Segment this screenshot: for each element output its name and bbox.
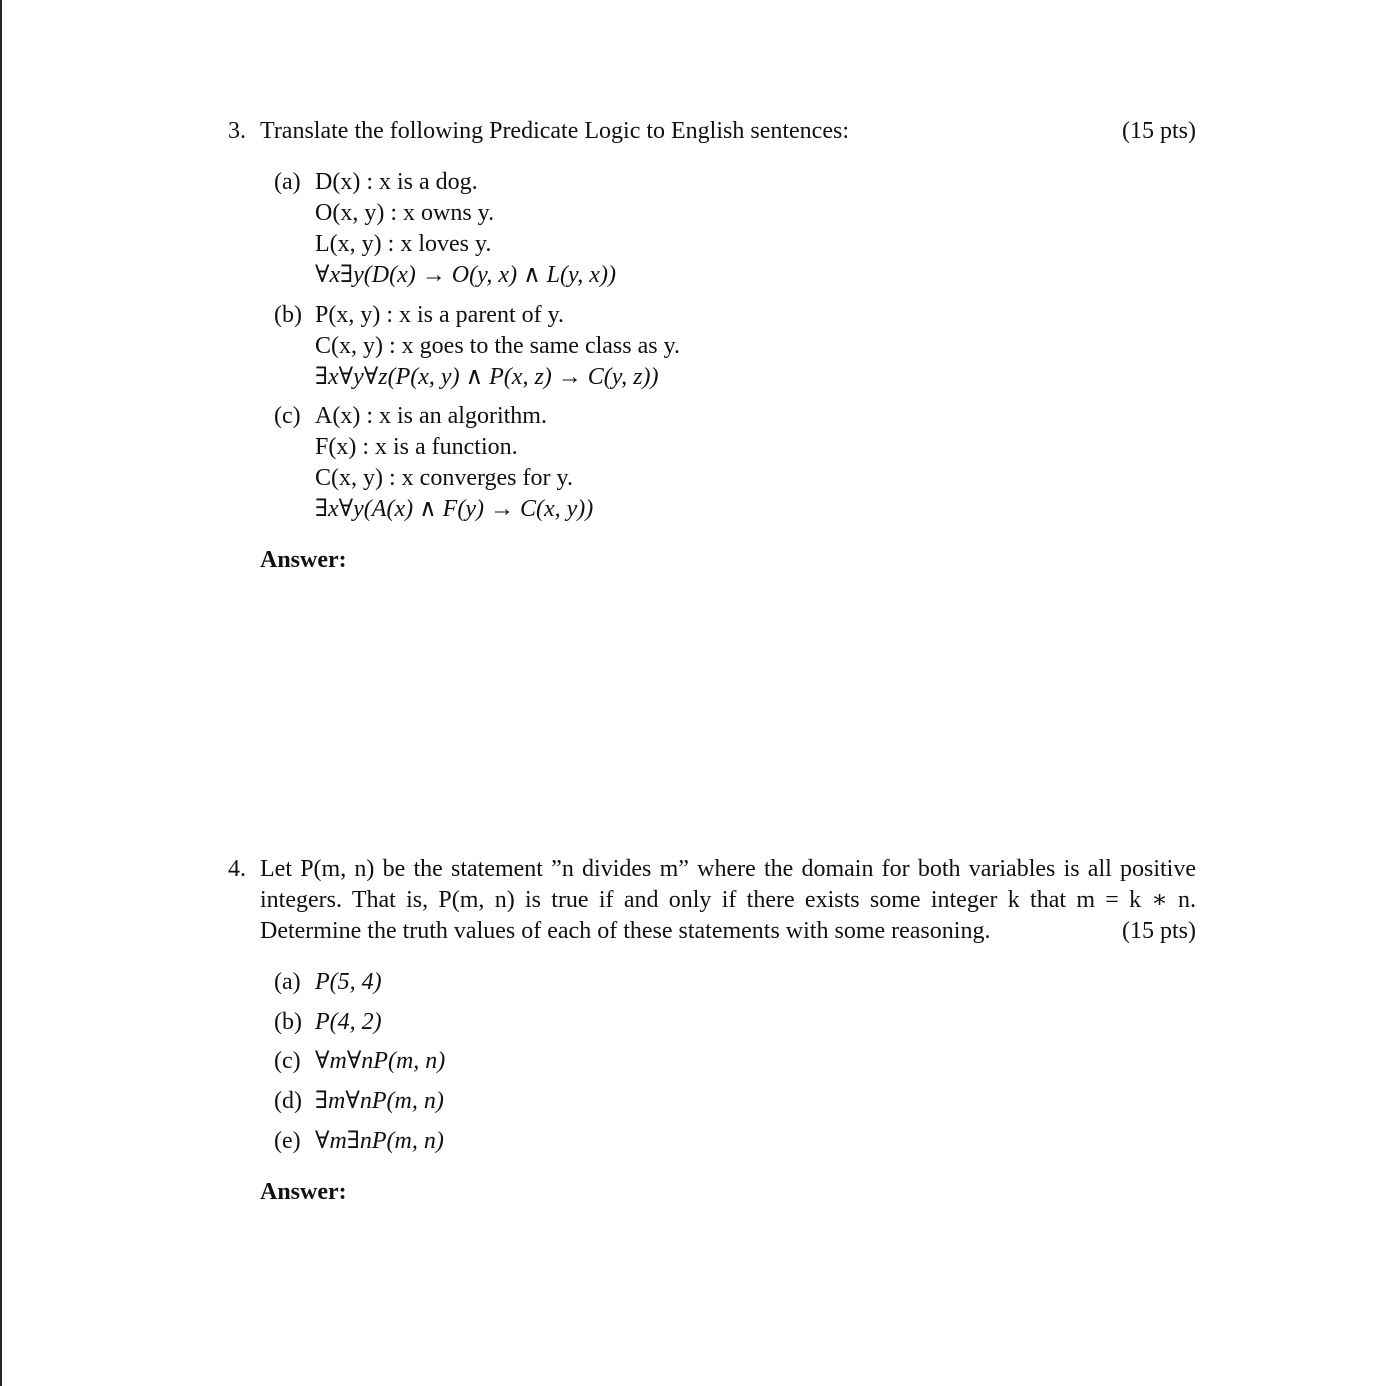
- q3-part-b-line-2: C(x, y) : x goes to the same class as y.: [315, 333, 681, 359]
- q4-prompt-line-1: Let P(m, n) be the statement ”n divides m” where the domain for both variables is all positive: [260, 856, 1196, 882]
- q4-prompt-line-2: integers. That is, P(m, n) is true if and only if there exists some integer k that m = k ∗ n.: [260, 887, 1196, 913]
- q3-part-c-formula: ∃x∀y(A(x) ∧ F(y) → C(x, y)): [315, 496, 594, 522]
- q3-part-b-label: (b): [274, 302, 302, 328]
- q3-part-a-line-1: D(x) : x is a dog.: [315, 169, 478, 195]
- q3-part-c-label: (c): [274, 403, 301, 429]
- q4-part-c-text: ∀m∀nP(m, n): [315, 1048, 446, 1074]
- q3-part-c-line-3: C(x, y) : x converges for y.: [315, 465, 573, 491]
- q4-part-d-label: (d): [274, 1088, 302, 1114]
- q4-points: (15 pts): [1122, 918, 1196, 944]
- q4-part-c-label: (c): [274, 1048, 301, 1074]
- q3-points: (15 pts): [1122, 118, 1196, 144]
- q3-part-a-label: (a): [274, 169, 301, 195]
- q3-part-a-line-2: O(x, y) : x owns y.: [315, 200, 495, 226]
- q4-answer-label: Answer:: [260, 1179, 347, 1205]
- q4-part-b-label: (b): [274, 1009, 302, 1035]
- q4-prompt-line-3: Determine the truth values of each of these statements with some reasoning.: [260, 918, 991, 944]
- q3-answer-label: Answer:: [260, 547, 347, 573]
- q3-part-b-line-1: P(x, y) : x is a parent of y.: [315, 302, 565, 328]
- q4-number: 4.: [228, 856, 246, 882]
- q4-part-b-text: P(4, 2): [315, 1009, 382, 1035]
- q4-part-d-text: ∃m∀nP(m, n): [315, 1088, 444, 1114]
- q4-part-e-text: ∀m∃nP(m, n): [315, 1128, 444, 1154]
- q3-part-a-formula: ∀x∃y(D(x) → O(y, x) ∧ L(y, x)): [315, 262, 616, 288]
- q3-part-b-formula: ∃x∀y∀z(P(x, y) ∧ P(x, z) → C(y, z)): [315, 364, 659, 390]
- q3-part-a-line-3: L(x, y) : x loves y.: [315, 231, 492, 257]
- q3-part-c-line-2: F(x) : x is a function.: [315, 434, 518, 460]
- q3-prompt: Translate the following Predicate Logic to English sentences:: [260, 118, 849, 144]
- q3-number: 3.: [228, 118, 246, 144]
- q4-part-e-label: (e): [274, 1128, 301, 1154]
- q3-part-c-line-1: A(x) : x is an algorithm.: [315, 403, 547, 429]
- q4-part-a-text: P(5, 4): [315, 969, 382, 995]
- q4-part-a-label: (a): [274, 969, 301, 995]
